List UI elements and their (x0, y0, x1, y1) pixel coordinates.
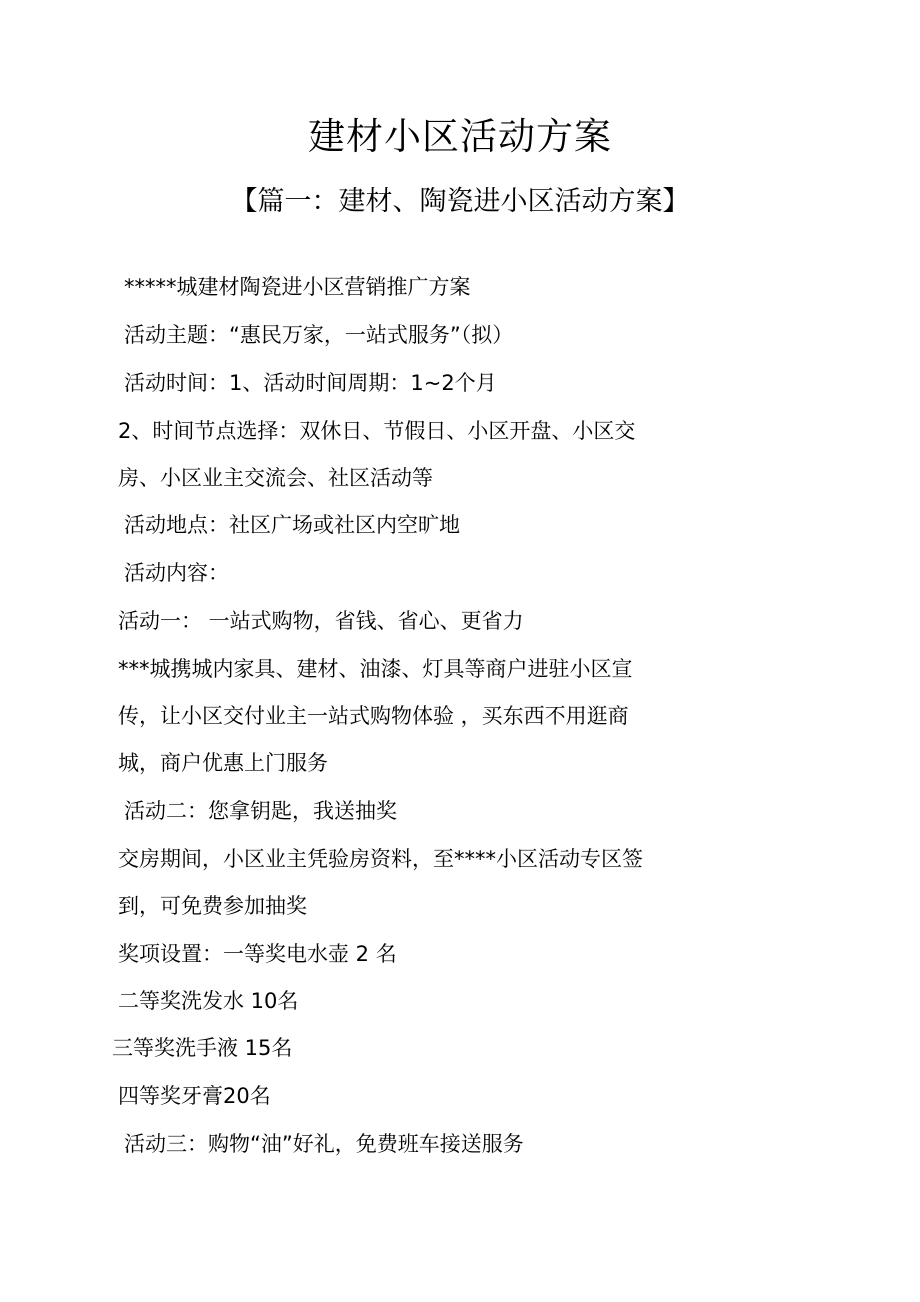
text-line: 2、时间节点选择：双休日、节假日、小区开盘、小区交 (118, 419, 636, 443)
text-line: 四等奖牙膏20名 (118, 1084, 271, 1108)
text-line: 活动地点：社区广场或社区内空旷地 (124, 513, 460, 537)
text-line: 活动主题：“惠民万家，一站式服务”（拟） (124, 323, 514, 347)
text-line: 活动二：您拿钥匙，我送抽奖 (124, 799, 397, 823)
text-line: 交房期间，小区业主凭验房资料，至****小区活动专区签 (118, 847, 643, 871)
text-line: *****城建材陶瓷进小区营销推广方案 (124, 275, 471, 299)
text-line: 房、小区业主交流会、社区活动等 (118, 466, 433, 490)
text-line: 奖项设置：一等奖电水壶 2 名 (118, 942, 397, 966)
text-line: 活动内容： (124, 561, 229, 585)
text-line: 到，可免费参加抽奖 (118, 894, 307, 918)
text-line: 活动时间：1、活动时间周期：1~2个月 (124, 371, 497, 395)
text-line: 二等奖洗发水 10名 (118, 989, 299, 1013)
text-line: 活动三：购物“油”好礼，免费班车接送服务 (124, 1132, 524, 1156)
text-line: ***城携城内家具、建材、油漆、灯具等商户进驻小区宣 (118, 657, 633, 681)
text-line: 三等奖洗手液 15名 (112, 1036, 293, 1060)
text-line: 城，商户优惠上门服务 (118, 751, 328, 775)
text-line: 传，让小区交付业主一站式购物体验 ，买东西不用逛商 (118, 704, 629, 728)
document-subtitle: 【篇一：建材、陶瓷进小区活动方案】 (230, 186, 690, 217)
text-line: 活动一： 一站式购物，省钱、省心、更省力 (118, 609, 524, 633)
document-title: 建材小区活动方案 (308, 115, 612, 158)
